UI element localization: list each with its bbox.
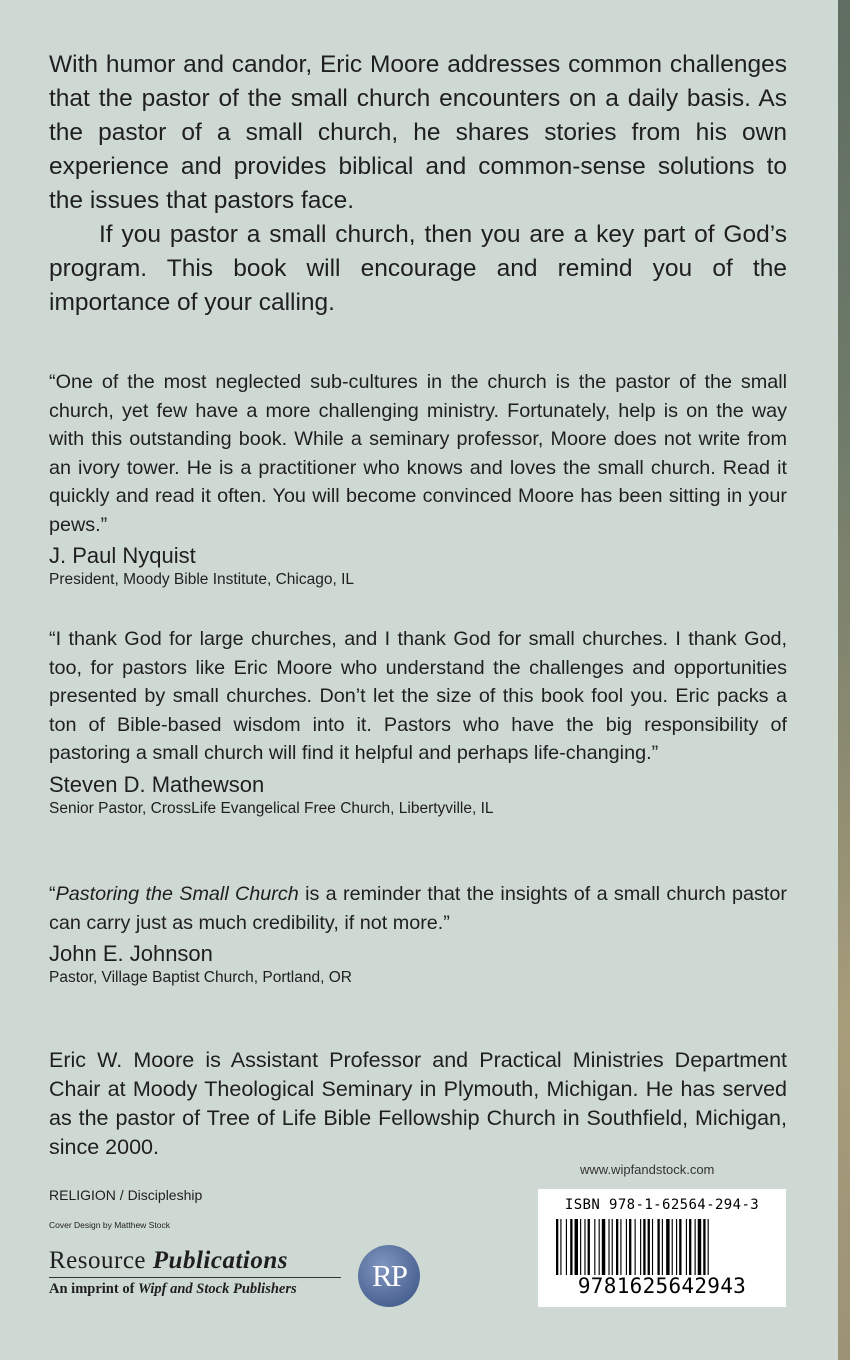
isbn-label: ISBN 978-1-62564-294-3 <box>564 1197 760 1213</box>
barcode-bar <box>695 1219 696 1275</box>
endorsement-2 <box>49 625 787 819</box>
cover-photo-edge <box>838 0 850 1360</box>
barcode-bar <box>689 1219 691 1275</box>
barcode-bar <box>599 1219 600 1275</box>
barcode-bar <box>703 1219 705 1275</box>
barcode-bar <box>698 1219 701 1275</box>
quote-rest: is a reminder that the insights of a small church pastor can carry just as much credibility, if not more.” <box>49 883 787 934</box>
endorser-title: Senior Pastor, CrossLife Evangelical Free Church, Libertyville, IL <box>49 799 494 817</box>
publisher-mark <box>49 1246 349 1298</box>
imprint-prefix: An imprint of <box>49 1281 139 1297</box>
endorsement-quote <box>49 880 787 937</box>
endorsement-3 <box>49 880 787 988</box>
quote-open-mark: “ <box>49 883 56 905</box>
intro-paragraph-2: If you pastor a small church, then you are a key part of God’s program. This book will encourage and remind you of the importance of your calling. <box>49 221 787 316</box>
publisher-name-plain: Resource <box>49 1247 153 1274</box>
endorsement-quote: “One of the most neglected sub-cultures in the church is the pastor of the small church, yet few have a more challenging ministry. Fortunately, help is on the way with this outstanding book. While a seminary professor, Moore does not write from an ivory tower. He is a practitioner who knows and loves the small church. Read it quickly and read it often. You will become convinced Moore has been sitting in your pews.” <box>49 371 787 536</box>
barcode-bar <box>657 1219 659 1275</box>
barcode-bar <box>640 1219 641 1275</box>
endorser-name: J. Paul Nyquist <box>49 543 196 568</box>
endorsement-quote: “I thank God for large churches, and I thank God for small churches. I thank God, too, for pastors like Eric Moore who understand the challenges and opportunities presented by small churches. Don’t let the size of this book fool you. Eric packs a ton of Bible-based wisdom into it. Pastors who have the big responsibility of pastoring a small church will find it helpful and perhaps life-changing.” <box>49 628 787 764</box>
author-bio: Eric W. Moore is Assistant Professor and Practical Ministries Department Chair at Moody Theological Seminary in Plymouth, Michigan. He has served as the pastor of Tree of Life Bible Fellowship Church in Southfield, Michigan, since 2000. <box>49 1048 787 1159</box>
barcode-bar <box>666 1219 669 1275</box>
barcode-bar <box>643 1219 645 1275</box>
barcode-bar <box>560 1219 561 1275</box>
barcode-bar <box>626 1219 627 1275</box>
barcode-bar <box>584 1219 585 1275</box>
isbn-barcode <box>538 1189 786 1307</box>
endorser-name: Steven D. Mathewson <box>49 771 265 797</box>
publisher-url: www.wipfandstock.com <box>580 1162 715 1177</box>
publisher-rule <box>49 1277 341 1278</box>
rp-logo-icon: RP <box>358 1245 420 1307</box>
endorsement-1 <box>49 368 787 590</box>
barcode-bar <box>662 1219 663 1275</box>
barcode-bar <box>575 1219 578 1275</box>
cover-design-credit: Cover Design by Matthew Stock <box>49 1220 170 1230</box>
barcode-bar <box>672 1219 673 1275</box>
barcode-bar <box>556 1219 558 1275</box>
barcode-bar <box>616 1219 618 1275</box>
book-title: Pastoring the Small Church <box>55 883 299 905</box>
barcode-bar <box>608 1219 609 1275</box>
barcode-bar <box>594 1219 595 1275</box>
endorser-name: John E. Johnson <box>49 941 213 966</box>
barcode-bar <box>635 1219 636 1275</box>
barcode-bar <box>566 1219 567 1275</box>
imprint-name: Wipf and Stock Publishers <box>138 1281 297 1297</box>
barcode-bar <box>686 1219 687 1275</box>
barcode-bar <box>612 1219 613 1275</box>
publisher-imprint <box>49 1281 349 1298</box>
publisher-name <box>49 1246 349 1276</box>
publisher-name-italic: Publications <box>152 1247 288 1274</box>
endorser-title: President, Moody Bible Institute, Chicago, IL <box>49 571 354 588</box>
barcode-bar <box>708 1219 709 1275</box>
barcode-bar <box>570 1219 572 1275</box>
intro-blurb <box>49 48 787 320</box>
barcode-bar <box>652 1219 653 1275</box>
intro-paragraph-1: With humor and candor, Eric Moore addresses common challenges that the pastor of the small church encounters on a daily basis. As the pastor of a small church, he shares stories from his own experience and provides biblical and common-sense solutions to the issues that pastors face. <box>49 51 787 214</box>
endorser-title: Pastor, Village Baptist Church, Portland, OR <box>49 969 352 986</box>
barcode-bar <box>580 1219 581 1275</box>
subject-category: RELIGION / Discipleship <box>49 1187 203 1203</box>
barcode-bar <box>602 1219 605 1275</box>
barcode-bar <box>679 1219 681 1275</box>
barcode-bar <box>620 1219 621 1275</box>
barcode-icon <box>556 1219 768 1275</box>
barcode-bar <box>676 1219 677 1275</box>
barcode-bar <box>588 1219 590 1275</box>
barcode-bar <box>629 1219 631 1275</box>
barcode-bar <box>648 1219 650 1275</box>
isbn-digits: 9781625642943 <box>577 1274 747 1298</box>
